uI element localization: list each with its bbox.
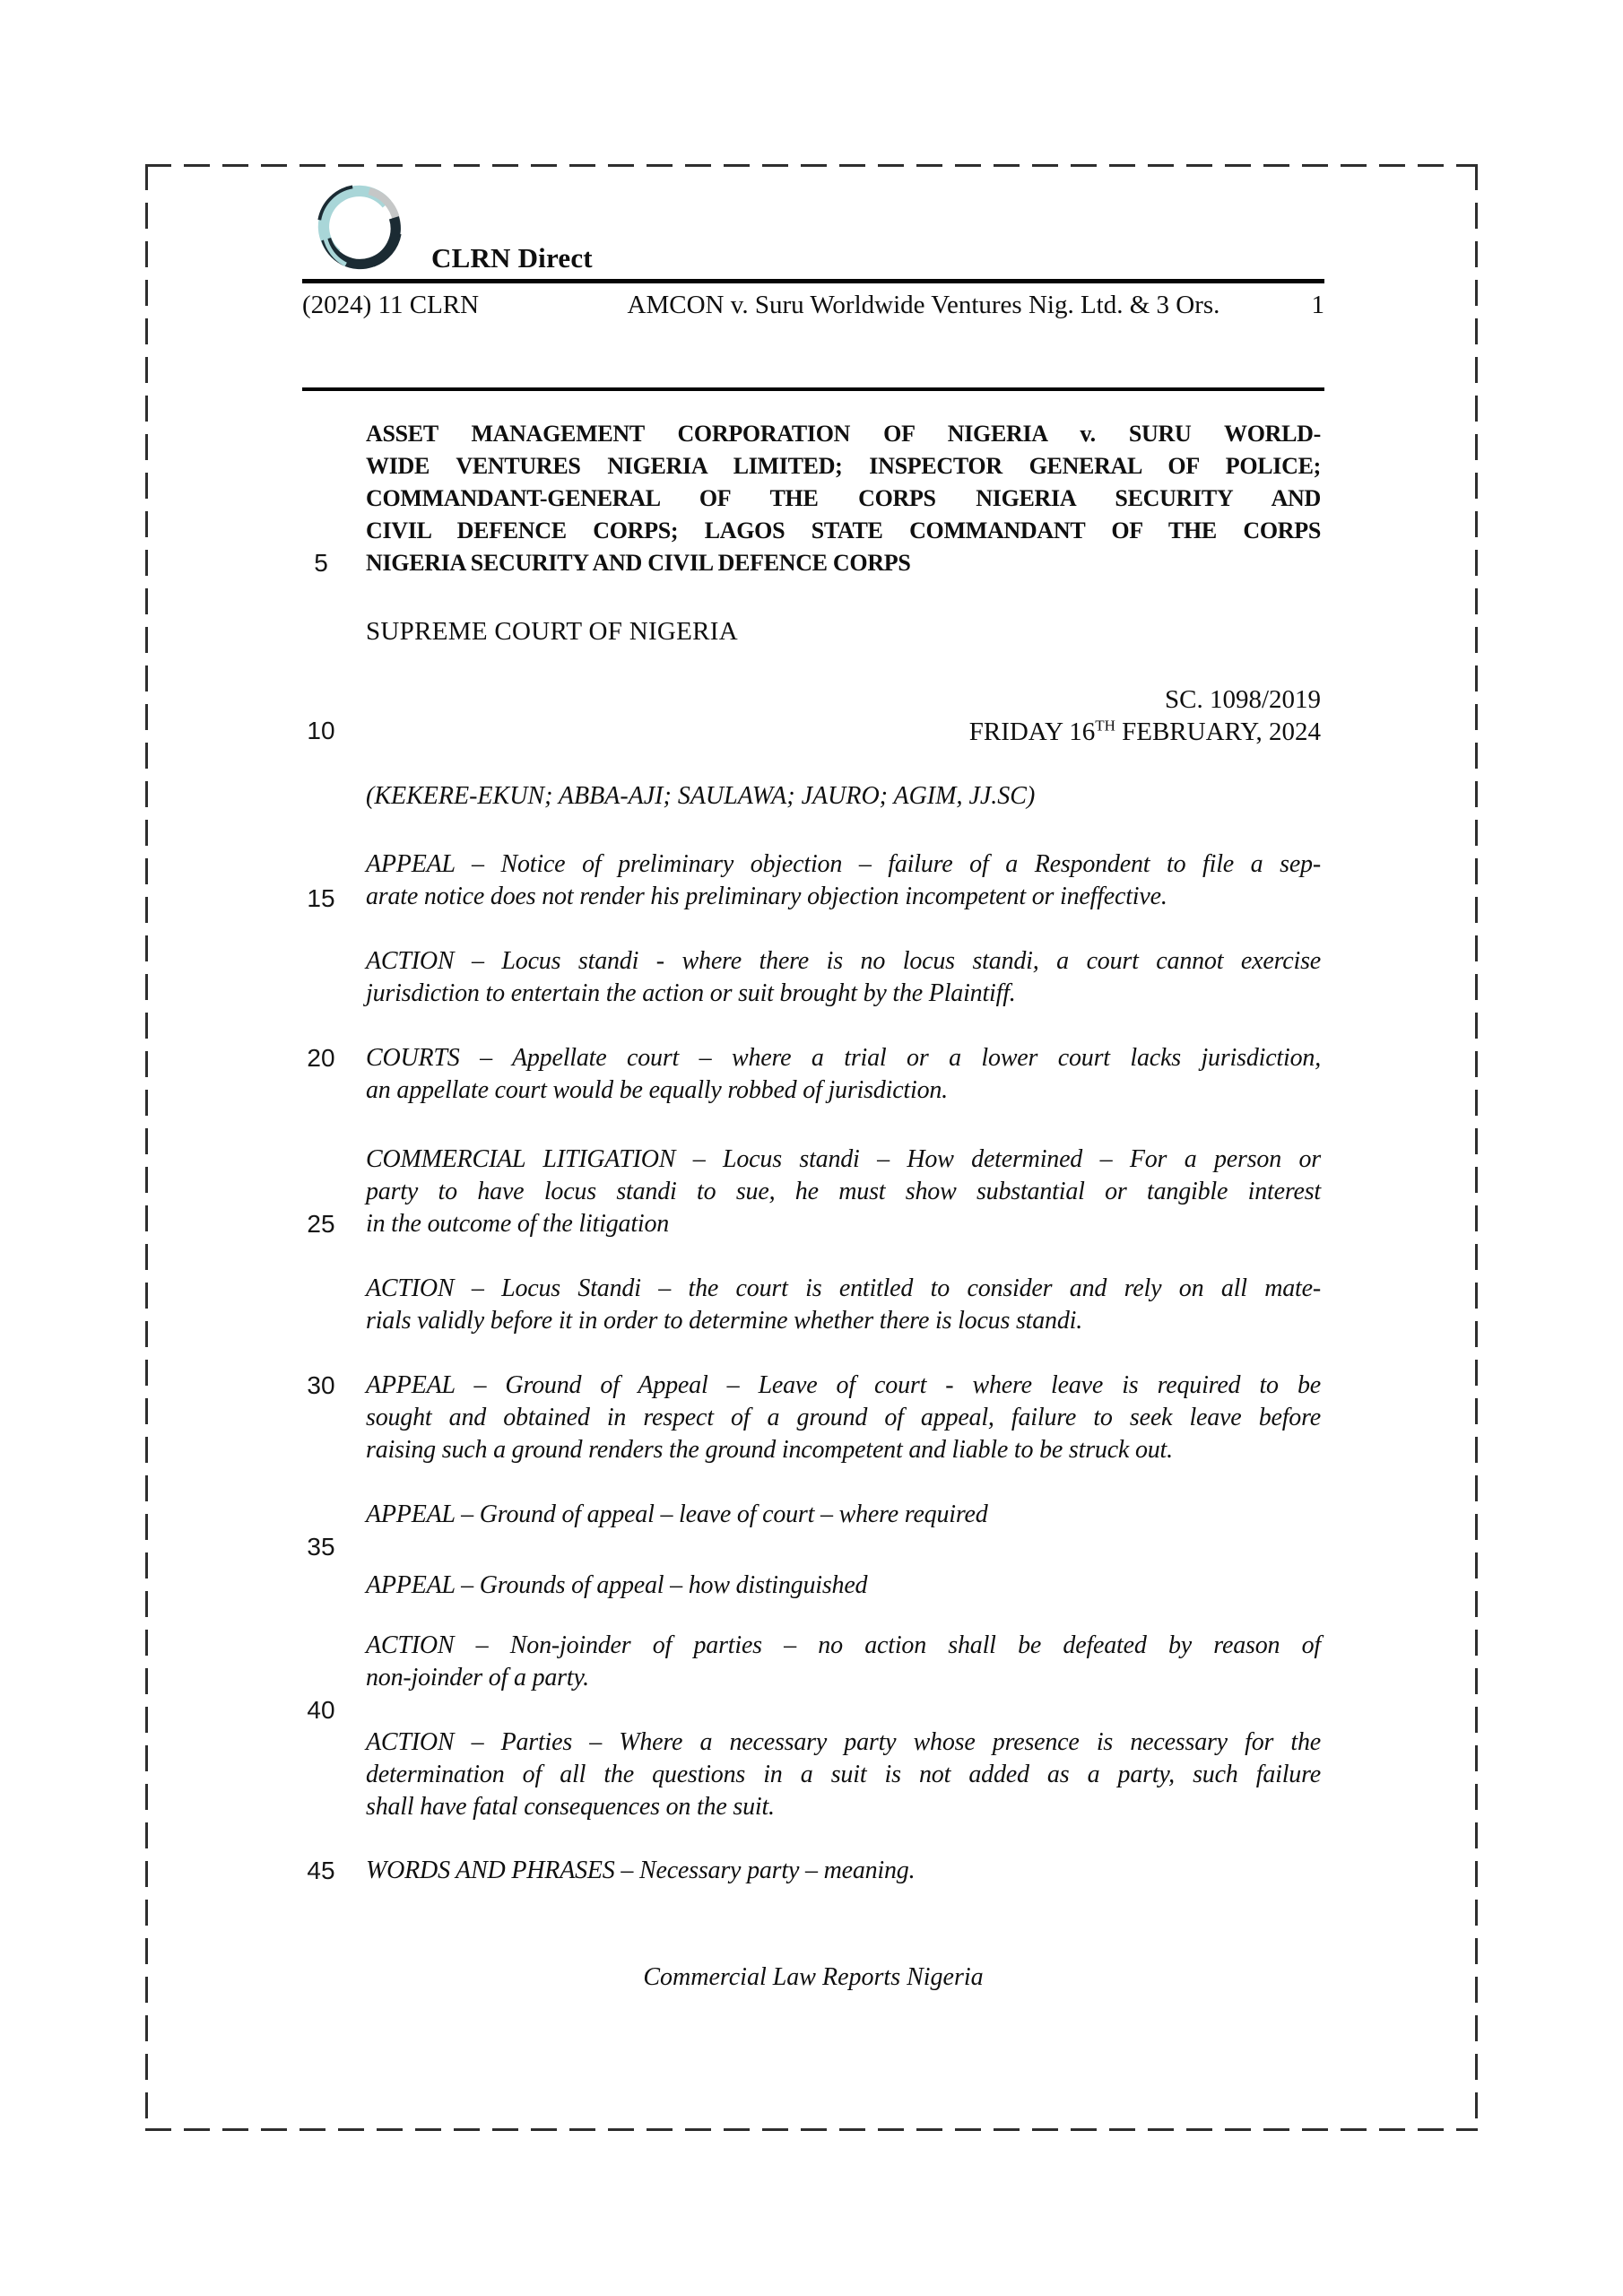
headnote-line: party to have locus standi to sue, he must show substantial or tangible interest [366, 1178, 1321, 1205]
judgment-date [366, 716, 1321, 748]
line-number-35: 35 [307, 1533, 335, 1561]
headnote-paragraph [366, 945, 1321, 1010]
headnote-line: APPEAL – Ground of Appeal – Leave of court - where leave is required to be [366, 1371, 1321, 1399]
suit-number: SC. 1098/2019 [1164, 685, 1321, 714]
headnote-line: ACTION – Non-joinder of parties – no action shall be defeated by reason of [366, 1631, 1321, 1659]
judgment-date-ordinal: TH [1095, 717, 1115, 735]
brand-name: CLRN Direct [431, 242, 593, 274]
coram-judges: (KEKERE-EKUN; ABBA-AJI; SAULAWA; JAURO; AGIM, JJ.SC) [366, 782, 1036, 810]
headnote-line: arate notice does not render his preliminary objection incompetent or ineffective. [366, 883, 1167, 910]
clrn-logo-icon [307, 182, 412, 275]
line-number-10: 10 [307, 717, 335, 744]
headnote-line: in the outcome of the litigation [366, 1210, 670, 1238]
headnote-line: determination of all the questions in a suit is not added as a party, such failure [366, 1761, 1321, 1788]
headnote-line: APPEAL – Grounds of appeal – how distinguished [366, 1571, 868, 1599]
headnote-line: non-joinder of a party. [366, 1664, 589, 1692]
case-title-line: NIGERIA SECURITY AND CIVIL DEFENCE CORPS [366, 550, 911, 576]
running-case-title: AMCON v. Suru Worldwide Ventures Nig. Ltd. & 3 Ors. [627, 291, 1220, 319]
header-rule-thick [302, 279, 1324, 283]
report-citation: (2024) 11 CLRN [302, 291, 480, 319]
headnote-line: APPEAL – Ground of appeal – leave of court – where required [366, 1500, 988, 1528]
headnote-paragraph [366, 1726, 1321, 1823]
headnote-paragraph [366, 848, 1321, 913]
headnote-paragraph [366, 1273, 1321, 1337]
line-number-20: 20 [307, 1044, 335, 1072]
page-border-top [145, 164, 1478, 167]
page-border-right [1475, 164, 1478, 2131]
headnote-paragraph [366, 1630, 1321, 1694]
page-number: 1 [1311, 291, 1324, 319]
headnote-line: jurisdiction to entertain the action or suit brought by the Plaintiff. [366, 979, 1016, 1007]
headnote-line: COURTS – Appellate court – where a trial or a lower court lacks jurisdiction, [366, 1044, 1321, 1072]
headnote-line: rials validly before it in order to determine whether there is locus standi. [366, 1307, 1083, 1335]
case-title-line: CIVIL DEFENCE CORPS; LAGOS STATE COMMANDANT OF THE CORPS [366, 517, 1321, 544]
header-rule-thin [302, 387, 1324, 391]
judgment-date-month-year: FEBRUARY, 2024 [1115, 718, 1321, 746]
headnote-line: APPEAL – Notice of preliminary objection – failure of a Respondent to file a sep- [366, 850, 1321, 878]
line-number-25: 25 [307, 1210, 335, 1238]
case-title-line: WIDE VENTURES NIGERIA LIMITED; INSPECTOR GENERAL OF POLICE; [366, 453, 1321, 479]
line-number-5: 5 [314, 549, 328, 577]
headnote-line: shall have fatal consequences on the suit. [366, 1793, 775, 1821]
imprint-footer: Commercial Law Reports Nigeria [643, 1963, 984, 1991]
judgment-date-day: FRIDAY 16 [968, 718, 1096, 746]
line-number-40: 40 [307, 1696, 335, 1724]
headnote-line: sought and obtained in respect of a ground of appeal, failure to seek leave before [366, 1404, 1321, 1431]
headnote-line: ACTION – Parties – Where a necessary party whose presence is necessary for the [366, 1728, 1321, 1756]
page-border-left [145, 164, 148, 2131]
court-name: SUPREME COURT OF NIGERIA [366, 617, 738, 646]
page-border-bottom [145, 2128, 1478, 2131]
headnote-line: COMMERCIAL LITIGATION – Locus standi – How determined – For a person or [366, 1145, 1321, 1173]
case-title-line: COMMANDANT-GENERAL OF THE CORPS NIGERIA SECURITY AND [366, 485, 1321, 511]
line-number-15: 15 [307, 884, 335, 912]
headnote-paragraph [366, 1570, 1321, 1602]
headnote-line: an appellate court would be equally robbed of jurisdiction. [366, 1076, 948, 1104]
headnote-line: ACTION – Locus standi - where there is no locus standi, a court cannot exercise [366, 947, 1321, 975]
line-number-45: 45 [307, 1857, 335, 1884]
headnote-line: raising such a ground renders the ground incompetent and liable to be struck out. [366, 1436, 1173, 1464]
line-number-30: 30 [307, 1371, 335, 1399]
headnote-paragraph [366, 1855, 1321, 1887]
headnote-paragraph [366, 1042, 1321, 1107]
case-title [366, 418, 1321, 579]
headnote-line: ACTION – Locus Standi – the court is entitled to consider and rely on all mate- [366, 1274, 1321, 1302]
headnote-paragraph [366, 1370, 1321, 1466]
headnote-line: WORDS AND PHRASES – Necessary party – meaning. [366, 1857, 916, 1884]
case-title-line: ASSET MANAGEMENT CORPORATION OF NIGERIA v. SURU WORLD- [366, 421, 1321, 447]
headnote-paragraph [366, 1499, 1321, 1531]
headnote-paragraph [366, 1144, 1321, 1240]
